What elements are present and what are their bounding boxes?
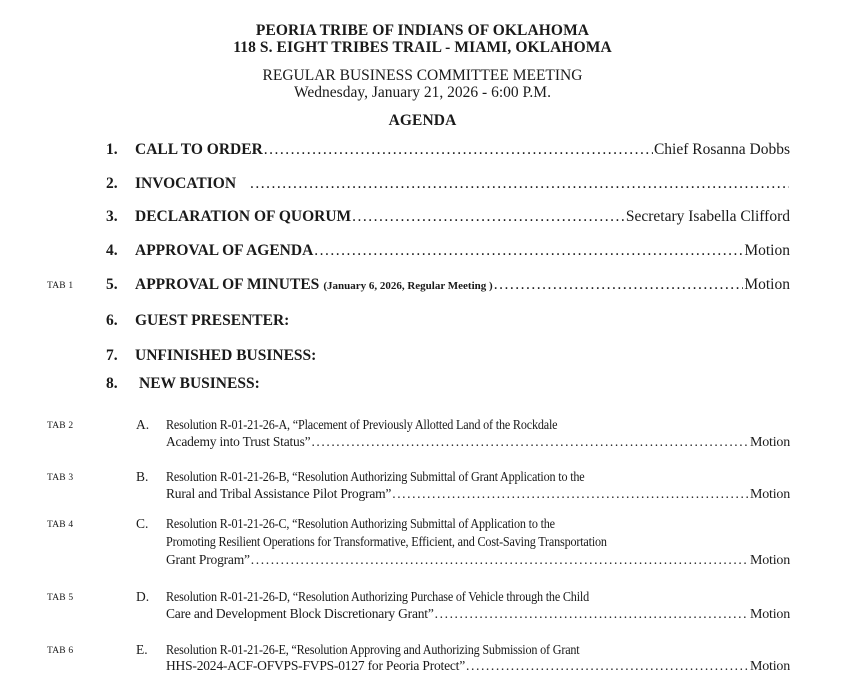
item-action: Motion: [749, 435, 790, 450]
item-number: 3.: [106, 208, 118, 225]
tab-label: TAB 4: [47, 520, 74, 530]
resolution-text: Grant Program”: [166, 552, 250, 567]
item-letter: B.: [136, 469, 149, 484]
item-label: INVOCATION: [135, 175, 237, 192]
item-number: 4.: [106, 242, 118, 259]
resolution-text: HHS-2024-ACF-OFVPS-FVPS-0127 for Peoria Protect”: [166, 658, 466, 673]
meeting-datetime: Wednesday, January 21, 2026 - 6:00 P.M.: [294, 84, 551, 101]
tab-label: TAB 5: [47, 593, 74, 603]
dot-leader: [392, 486, 749, 502]
item-label: GUEST PRESENTER:: [135, 312, 290, 329]
item-number: 5.: [106, 276, 118, 293]
dot-leader: [466, 658, 749, 674]
item-presenter: Chief Rosanna Dobbs: [653, 141, 790, 158]
item-number: 8.: [106, 375, 118, 392]
item-action: Motion: [749, 553, 790, 568]
item-number: 2.: [106, 175, 118, 192]
item-number: 6.: [106, 312, 118, 329]
resolution-text: Resolution R-01-21-26-A, “Placement of Previously Allotted Land of the Rockdale: [166, 417, 558, 432]
dot-leader: [250, 175, 789, 193]
item-action: Motion: [749, 659, 790, 674]
resolution-text: Academy into Trust Status”: [166, 434, 311, 449]
resolution-text: Resolution R-01-21-26-C, “Resolution Authorizing Submittal of Application to the: [166, 516, 555, 531]
item-number: 1.: [106, 141, 118, 158]
agenda-heading: AGENDA: [388, 112, 457, 129]
meeting-title: REGULAR BUSINESS COMMITTEE MEETING: [262, 67, 583, 84]
tab-label: TAB 6: [47, 646, 74, 656]
dot-leader: [311, 434, 749, 450]
dot-leader: [494, 276, 744, 294]
resolution-text: Resolution R-01-21-26-D, “Resolution Authorizing Purchase of Vehicle through the Child: [166, 589, 589, 604]
item-action: Motion: [749, 607, 790, 622]
item-note: (January 6, 2026, Regular Meeting ): [323, 280, 493, 292]
org-address: 118 S. EIGHT TRIBES TRAIL - MIAMI, OKLAHOMA: [233, 39, 612, 56]
dot-leader: [251, 552, 749, 568]
item-letter: E.: [136, 642, 148, 657]
resolution-text: Rural and Tribal Assistance Pilot Program”: [166, 486, 392, 501]
item-label: APPROVAL OF MINUTES: [135, 276, 320, 293]
org-name: PEORIA TRIBE OF INDIANS OF OKLAHOMA: [255, 22, 590, 39]
resolution-text: Care and Development Block Discretionary Grant”: [166, 606, 434, 621]
tab-label: TAB 1: [47, 281, 74, 291]
item-letter: C.: [136, 516, 149, 531]
item-label: CALL TO ORDER: [135, 141, 263, 158]
item-action: Motion: [744, 276, 790, 293]
resolution-text: Resolution R-01-21-26-B, “Resolution Authorizing Submittal of Grant Application to the: [166, 469, 585, 484]
item-letter: D.: [136, 589, 150, 604]
item-label: NEW BUSINESS:: [139, 375, 260, 392]
resolution-text: Resolution R-01-21-26-E, “Resolution Approving and Authorizing Submission of Grant: [166, 642, 580, 657]
item-action: Motion: [749, 487, 790, 502]
dot-leader: [314, 242, 743, 260]
item-label: UNFINISHED BUSINESS:: [135, 347, 317, 364]
item-number: 7.: [106, 347, 118, 364]
dot-leader: [264, 141, 653, 159]
item-label: APPROVAL OF AGENDA: [135, 242, 314, 259]
item-letter: A.: [136, 417, 150, 432]
item-presenter: Secretary Isabella Clifford: [625, 208, 790, 225]
dot-leader: [435, 606, 749, 622]
resolution-text: Promoting Resilient Operations for Transformative, Efficient, and Cost-Saving Transportation: [166, 534, 607, 549]
dot-leader: [352, 208, 625, 226]
tab-label: TAB 2: [47, 421, 74, 431]
item-label: DECLARATION OF QUORUM: [135, 208, 352, 225]
tab-label: TAB 3: [47, 473, 74, 483]
item-action: Motion: [744, 242, 790, 259]
